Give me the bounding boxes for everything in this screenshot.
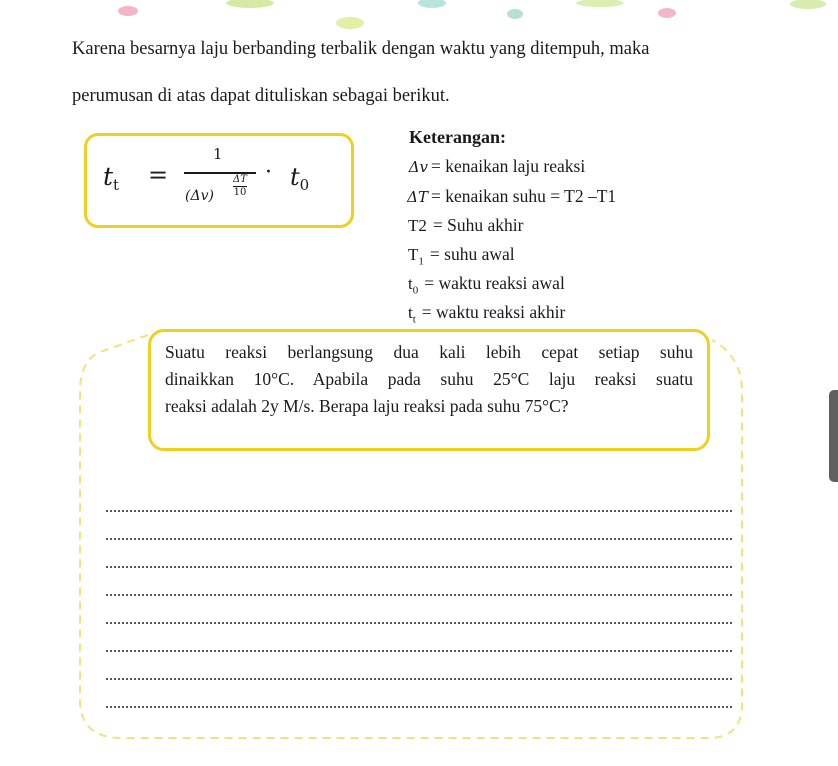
answer-line[interactable] [106, 622, 732, 624]
answer-line[interactable] [106, 538, 732, 540]
formula-denominator: (Δv) [185, 188, 214, 204]
legend-item-t2: T2 = Suhu akhir [408, 215, 524, 235]
answer-line[interactable] [106, 566, 732, 568]
legend-item-delta-t: ΔT = kenaikan suhu = T2 –T1 [407, 186, 617, 206]
formula-multiply-dot: · [265, 160, 272, 185]
scroll-handle[interactable] [829, 390, 838, 482]
problem-line-2: dinaikkan 10°C. Apabila pada suhu 25°C laju reaksi suatu [165, 369, 693, 389]
problem-line-3: reaksi adalah 2y M/s. Berapa laju reaksi pada suhu 75°C? [165, 396, 569, 416]
legend-item-t1: $T_1$ = suhu awal [408, 244, 515, 268]
formula-lhs: $t_t$ [103, 162, 120, 194]
legend-item-t0: $t_0$ = waktu reaksi awal [408, 273, 565, 297]
formula-exponent-numerator: ΔT [233, 174, 247, 185]
legend-item-tt: $t_t$ = waktu reaksi akhir [408, 302, 566, 326]
intro-paragraph [72, 26, 772, 120]
formula-rhs: $t_0$ [290, 163, 310, 194]
legend-item-delta-v: Δv = kenaikan laju reaksi [408, 156, 586, 176]
formula-box [84, 133, 354, 228]
intro-line-2: perumusan di atas dapat dituliskan sebagai berikut. [72, 86, 450, 106]
formula-exponent [233, 174, 247, 199]
answer-line[interactable] [106, 678, 732, 680]
formula-exponent-denominator: 10 [233, 187, 247, 198]
formula-numerator: 1 [213, 145, 223, 163]
answer-line[interactable] [106, 706, 732, 708]
intro-line-1: Karena besarnya laju berbanding terbalik dengan waktu yang ditempuh, maka [72, 39, 650, 59]
problem-box [148, 329, 710, 451]
answer-line[interactable] [106, 594, 732, 596]
answer-line[interactable] [106, 650, 732, 652]
legend-title: Keterangan: [409, 127, 506, 147]
formula-equals: = [148, 161, 169, 189]
answer-line[interactable] [106, 510, 732, 512]
problem-line-1: Suatu reaksi berlangsung dua kali lebih cepat setiap suhu [165, 342, 693, 362]
